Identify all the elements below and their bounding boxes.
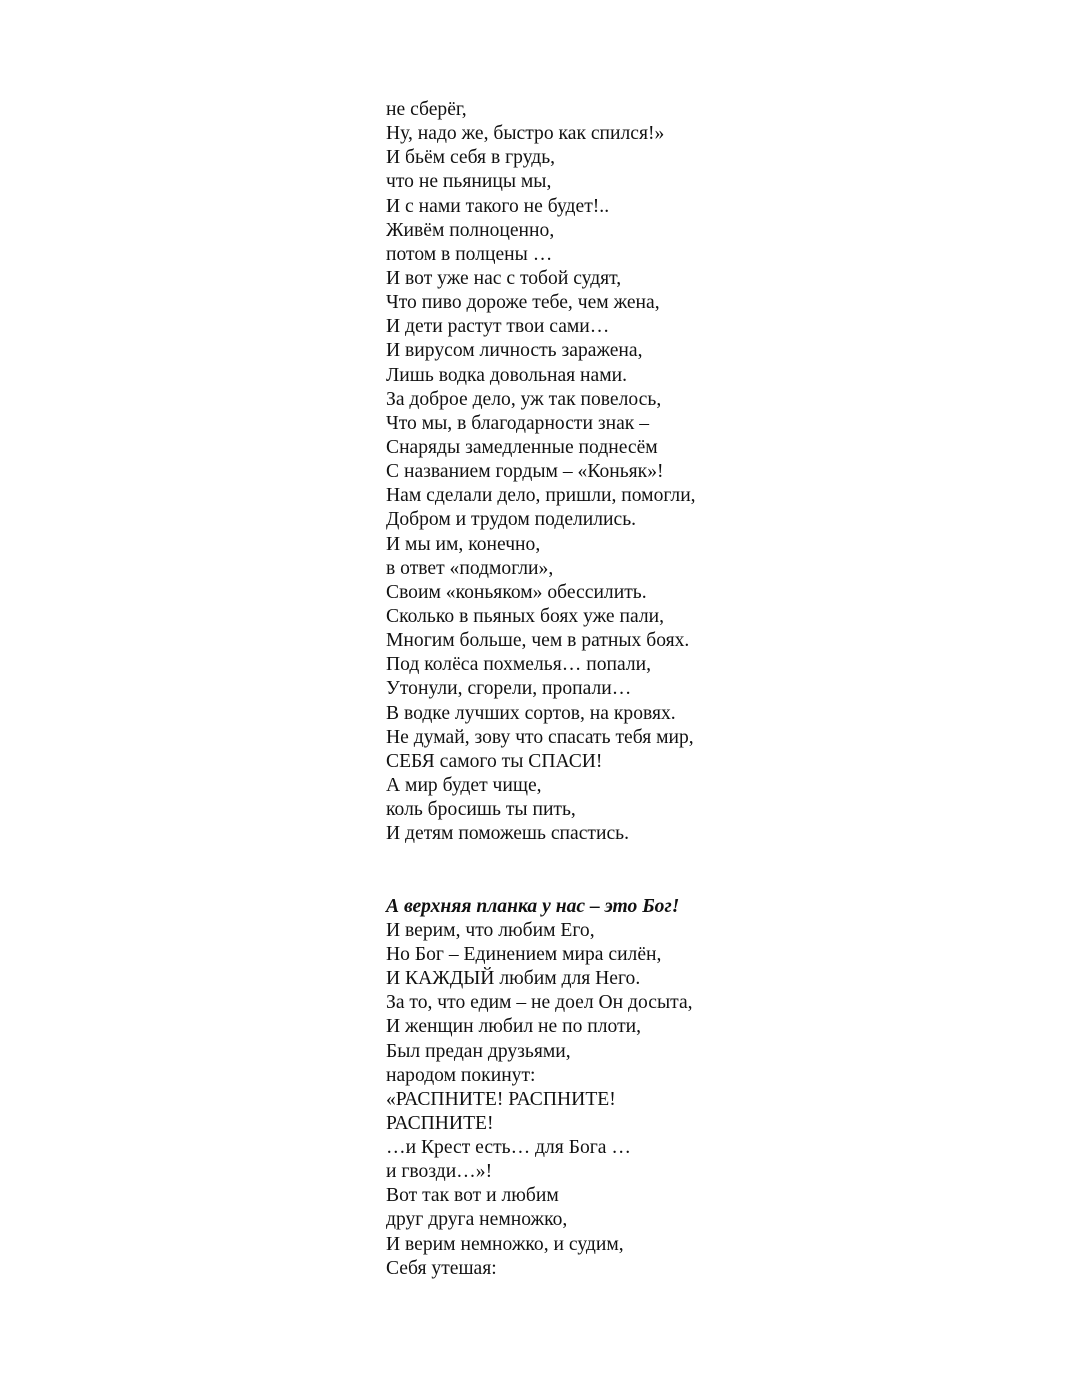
poem-line: А мир будет чище, [386,774,542,796]
poem-line: коль бросишь ты пить, [386,799,576,821]
poem-line: «РАСПНИТЕ! РАСПНИТЕ! [386,1088,616,1110]
poem-line: Себя утешая: [386,1257,497,1279]
stanza-1 [386,98,986,846]
poem-line: что не пьяницы мы, [386,171,552,193]
poem-line: За доброе дело, уж так повелось, [386,388,662,410]
poem-line: не сберёг, [386,99,467,120]
poem-line: Под колёса похмелья… попали, [386,654,652,676]
poem-line: потом в полцены … [386,243,553,265]
poem-line: Вот так вот и любим [386,1185,559,1207]
poem-line: …и Крест есть… для Бога … [386,1137,631,1159]
poem-line: Снаряды замедленные поднесём [386,436,658,458]
poem-line: СЕБЯ самого ты СПАСИ! [386,750,603,772]
poem-line: И женщин любил не по плоти, [386,1016,642,1038]
poem-line: Лишь водка довольная нами. [386,364,628,386]
poem-line: РАСПНИТЕ! [386,1112,494,1134]
poem-line: Многим больше, чем в ратных боях. [386,630,690,652]
poem-line: Сколько в пьяных боях уже пали, [386,605,665,627]
poem-line: И верим, что любим Его, [386,919,595,941]
poem-line: Нам сделали дело, пришли, помогли, [386,485,696,507]
poem-line: Что мы, в благодарности знак – [386,412,649,434]
poem-line: в ответ «подмогли», [386,557,554,579]
poem-line: И бьём себя в грудь, [386,147,556,169]
poem-line: И дети растут твои сами… [386,316,610,338]
poem-line: И детям поможешь спастись. [386,823,629,845]
poem-column [386,98,986,1281]
poem-line: И вирусом личность заражена, [386,340,643,362]
poem-line: Утонули, сгорели, пропали… [386,678,632,700]
stanza-2 [386,895,986,1281]
poem-line: друг друга немножко, [386,1209,568,1231]
poem-line: Живём полноценно, [386,219,555,241]
poem-line: И с нами такого не будет!.. [386,195,610,217]
poem-line: И верим немножко, и судим, [386,1233,624,1255]
poem-line: Добром и трудом поделились. [386,509,637,531]
poem-line: Что пиво дороже тебе, чем жена, [386,292,660,314]
poem-line: Но Бог – Единением мира силён, [386,943,662,965]
poem-line: Был предан друзьями, [386,1040,571,1062]
poem-line: Не думай, зову что спасать тебя мир, [386,726,694,748]
poem-line: И вот уже нас с тобой судят, [386,267,622,289]
stanza-spacer [386,846,986,894]
poem-line: В водке лучших сортов, на кровях. [386,702,676,724]
stanza-heading: А верхняя планка у нас – это Бог! [386,895,680,917]
poem-line: и гвозди…»! [386,1161,493,1183]
poem-line: И мы им, конечно, [386,533,541,555]
poem-line: Ну, надо же, быстро как спился!» [386,123,665,145]
poem-line: Своим «коньяком» обессилить. [386,581,647,603]
poem-line: С названием гордым – «Коньяк»! [386,461,664,483]
poem-line: народом покинут: [386,1064,536,1086]
poem-line: И КАЖДЫЙ любим для Него. [386,968,641,990]
poem-line: За то, что едим – не доел Он досыта, [386,992,693,1014]
